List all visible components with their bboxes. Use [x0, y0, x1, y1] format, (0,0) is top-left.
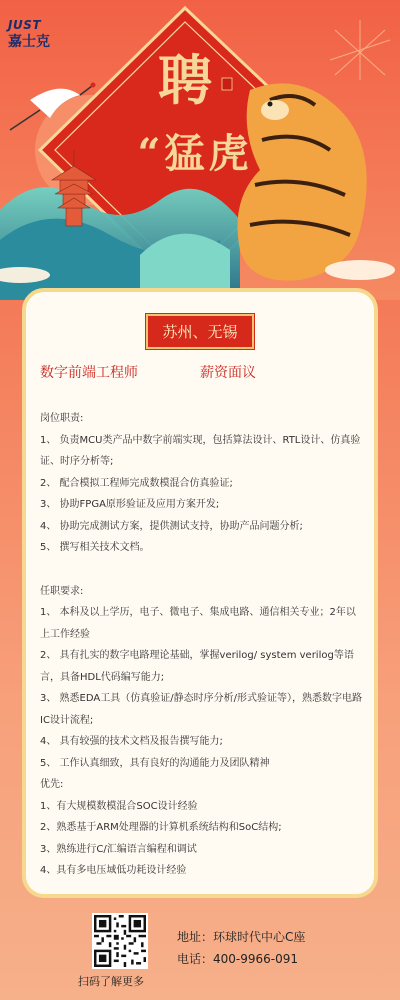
- duties-heading: 岗位职责:: [40, 413, 84, 424]
- list-item: 1、 负责MCU类产品中数字前端实现，包括算法设计、RTL设计、仿真验证、时序分析等;: [40, 434, 361, 467]
- list-item: 4、 协助完成测试方案，提供测试支持，协助产品问题分析;: [40, 520, 303, 532]
- logo-brand-cn: 嘉士克: [8, 34, 50, 50]
- list-item: 1、有大规模数模混合SOC设计经验: [40, 800, 198, 812]
- list-item: 4、具有多电压域低功耗设计经验: [40, 865, 187, 876]
- job-description: [40, 408, 362, 882]
- location-badge: 苏州、无锡: [146, 314, 253, 349]
- contact-address: 地址：环球时代中心C座: [177, 930, 306, 944]
- list-item: 5、 撰写相关技术文档。: [40, 542, 150, 553]
- logo-brand-en: JUST: [8, 18, 42, 32]
- brand-logo: [8, 18, 88, 51]
- list-item: 2、 配合模拟工程师完成数模混合仿真验证;: [40, 477, 233, 489]
- list-item: 3、熟练进行C/汇编语言编程和调试: [40, 843, 197, 855]
- salary-label: 薪资面议: [200, 365, 256, 381]
- hero-subtitle: “猛虎: [137, 130, 253, 177]
- requirements-heading: 任职要求:: [40, 585, 84, 597]
- qr-caption: 扫码了解更多: [78, 975, 144, 988]
- preferred-heading: 优先:: [40, 779, 64, 790]
- list-item: 2、 具有扎实的数字电路理论基础，掌握verilog/ system verilog等语言，具备HDL代码编写能力;: [40, 650, 354, 683]
- list-item: 3、 协助FPGA原形验证及应用方案开发;: [40, 499, 220, 510]
- job-title: 数字前端工程师: [40, 365, 138, 381]
- contact-phone: 电话：400-9966-091: [177, 952, 299, 966]
- list-item: 3、 熟悉EDA工具（仿真验证/静态时序分析/形式验证等），熟悉数字电路IC设计流程;: [40, 693, 362, 726]
- qr-code-icon[interactable]: [92, 913, 148, 969]
- list-item: 4、 具有较强的技术文档及报告撰写能力;: [40, 736, 223, 747]
- hero-title: 聘: [158, 48, 212, 112]
- list-item: 2、熟悉基于ARM处理器的计算机系统结构和SoC结构;: [40, 822, 282, 833]
- list-item: 5、 工作认真细致，具有良好的沟通能力及团队精神: [40, 757, 270, 769]
- list-item: 1、 本科及以上学历，电子、微电子、集成电路、通信相关专业；2年以上工作经验: [40, 607, 356, 640]
- job-card: [22, 288, 378, 898]
